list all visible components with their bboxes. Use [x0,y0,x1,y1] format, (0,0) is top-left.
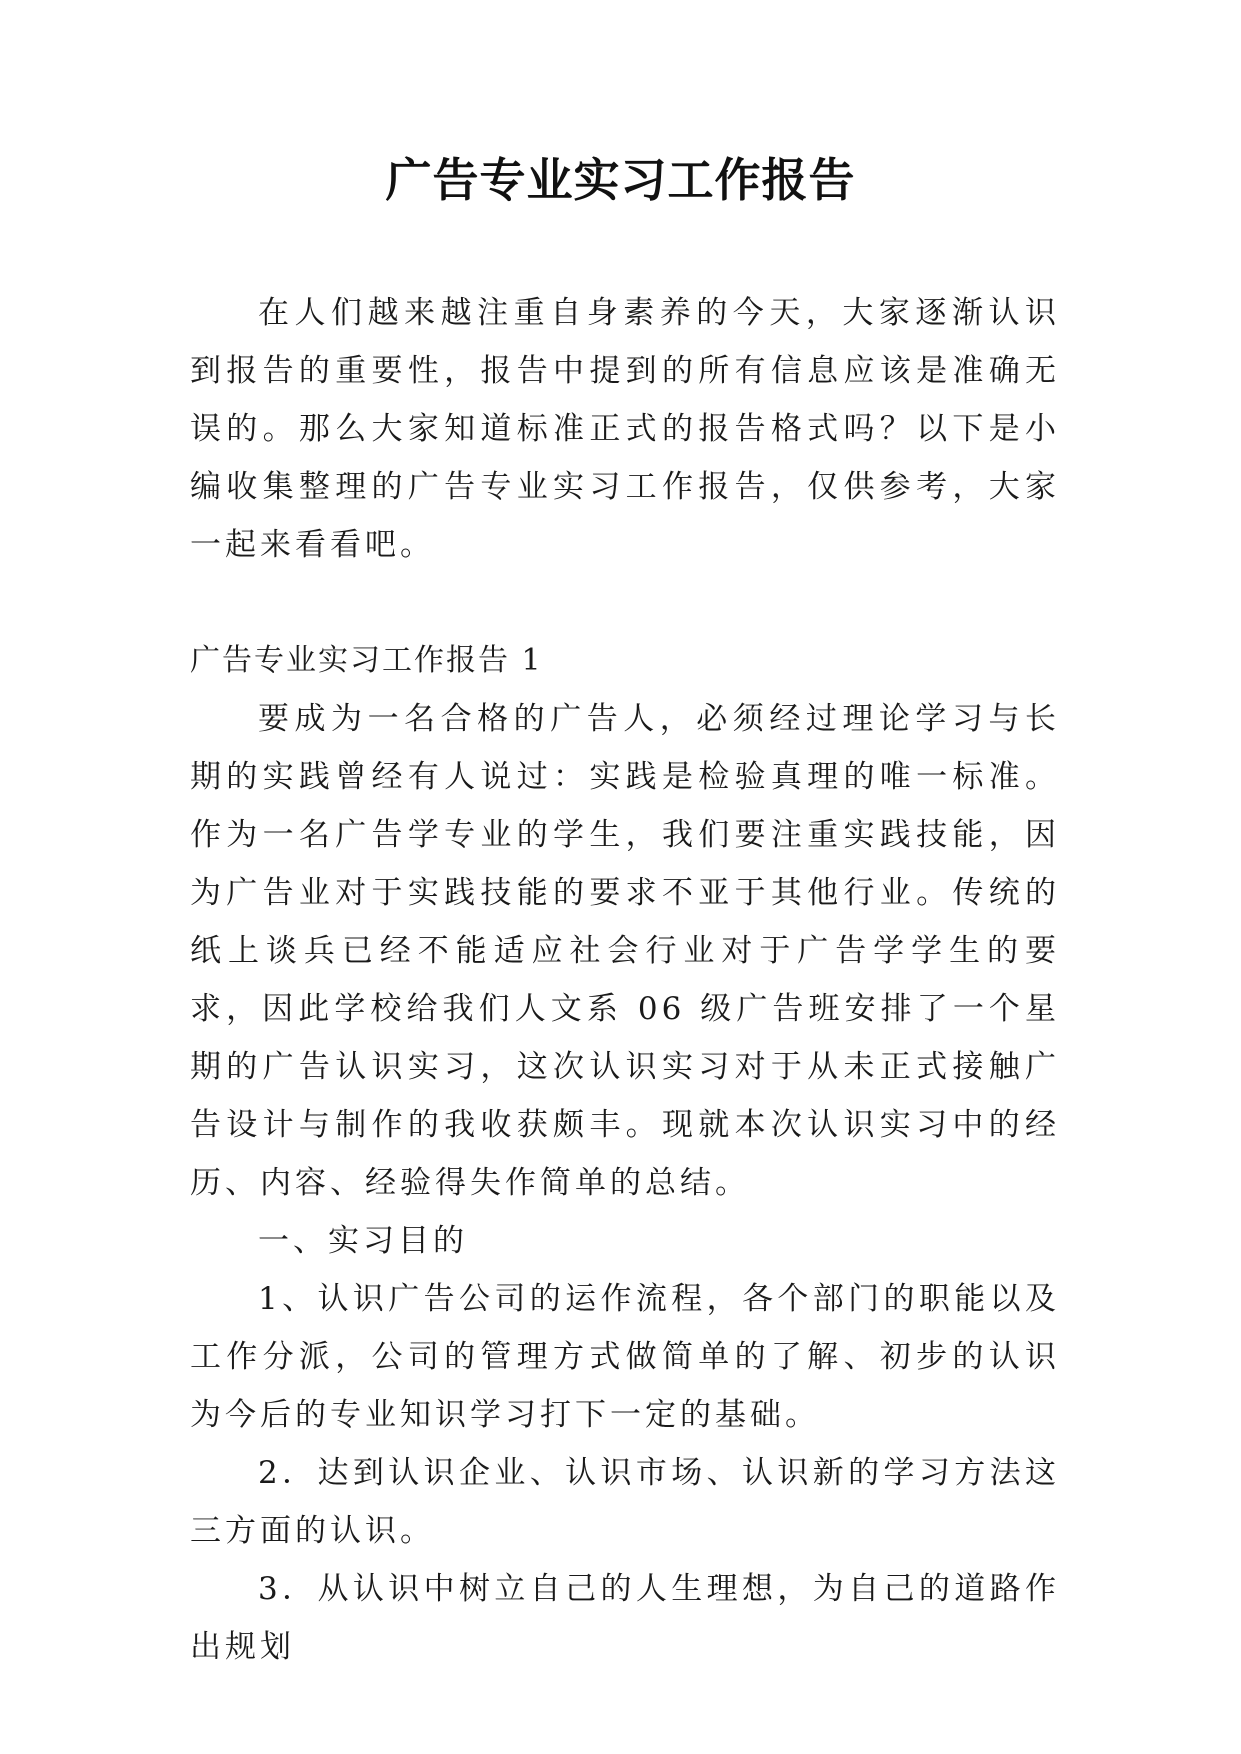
objective-item-2: 2．达到认识企业、认识市场、认识新的学习方法这三方面的认识。 [190,1455,1060,1549]
intro-paragraph: 在人们越来越注重自身素养的今天，大家逐渐认识到报告的重要性，报告中提到的所有信息应该是准确无误的。那么大家知道标准正式的报告格式吗？以下是小编收集整理的广告专业实习工作报告，仅供参考，大家一起来看看吧。 [190,295,1060,563]
document-title: 广告专业实习工作报告 [385,153,856,207]
body-paragraph-1: 要成为一名合格的广告人，必须经过理论学习与长期的实践曾经有人说过：实践是检验真理的唯一标准。作为一名广告学专业的学生，我们要注重实践技能，因为广告业对于实践技能的要求不亚于其他行业。传统的纸上谈兵已经不能适应社会行业对于广告学学生的要求，因此学校给我们人文系 06 级广告班安排了一个星期的广告认识实习，这次认识实习对于从未正式接触广告设计与制作的我收获颇丰。现就本次认识实习中的经历、内容、经验得失作简单的总结。 [190,701,1060,1201]
document-body [190,284,1060,1676]
section-heading: 广告专业实习工作报告 1 [190,643,543,678]
paragraph-gap [190,574,1060,632]
objective-item-3: 3．从认识中树立自己的人生理想，为自己的道路作出规划 [190,1571,1060,1665]
objectives-heading: 一、实习目的 [258,1223,468,1259]
objective-item-1: 1、认识广告公司的运作流程，各个部门的职能以及工作分派，公司的管理方式做简单的了解、初步的认识为今后的专业知识学习打下一定的基础。 [190,1281,1060,1433]
